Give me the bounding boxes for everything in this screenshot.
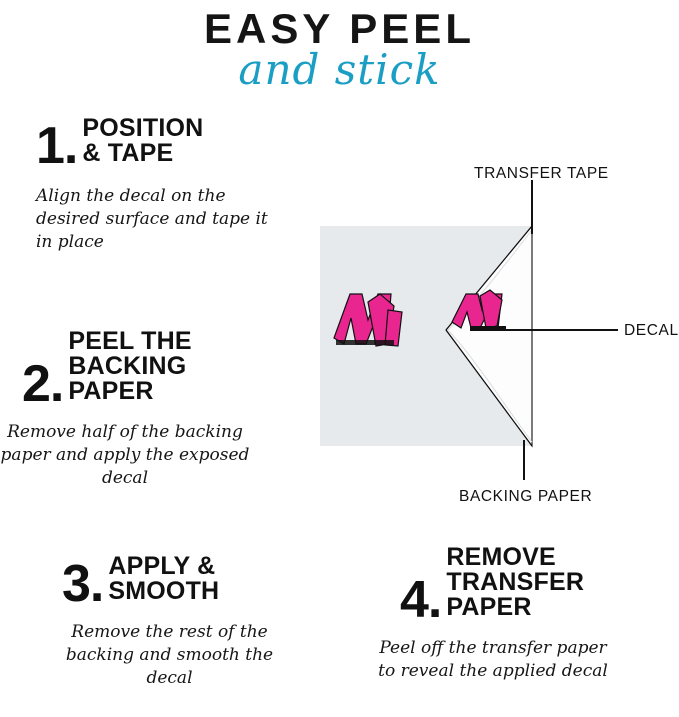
illustration-svg xyxy=(296,150,679,520)
step-3-apply-and-smooth xyxy=(62,554,277,690)
step-3-description: Remove the rest of the backing and smooth the decal xyxy=(65,622,274,688)
step-3-title xyxy=(108,554,219,607)
step-2-number: 2. xyxy=(22,355,64,413)
decal-application-illustration xyxy=(296,150,679,520)
step-2-title-line1: PEEL THE xyxy=(68,327,192,355)
step-2-peel-the-backing-paper xyxy=(0,329,250,490)
step-1-title-line1: POSITION xyxy=(82,114,204,142)
step-2-title xyxy=(68,329,250,407)
step-3-title-line2: SMOOTH xyxy=(108,577,220,605)
decal-artwork-left-shadow xyxy=(336,340,394,345)
header-banner xyxy=(0,0,679,108)
step-3-number: 3. xyxy=(62,555,104,613)
step-2-title-line2: BACKING PAPER xyxy=(68,352,187,405)
step-1-title-line2: & TAPE xyxy=(82,139,174,167)
step-4-description: Peel off the transfer paper to reveal the applied decal xyxy=(378,638,608,681)
step-4-remove-transfer-paper xyxy=(378,545,608,683)
callout-label-backing-paper: BACKING PAPER xyxy=(459,488,593,505)
step-4-heading xyxy=(378,543,608,629)
callout-label-transfer-tape: TRANSFER TAPE xyxy=(474,165,609,182)
step-1-heading xyxy=(36,114,274,175)
step-4-title-line2: TRANSFER PAPER xyxy=(446,568,585,621)
step-1-position-and-tape xyxy=(36,116,274,254)
header-title: EASY PEEL xyxy=(204,5,475,52)
step-2-heading xyxy=(0,327,250,413)
step-3-heading xyxy=(62,552,277,613)
header-subtitle-script: and stick xyxy=(238,45,441,94)
step-1-title xyxy=(82,116,203,169)
step-4-number: 4. xyxy=(400,571,442,629)
step-2-description: Remove half of the backing paper and apply the exposed decal xyxy=(0,422,250,488)
step-3-title-line1: APPLY & xyxy=(108,552,216,580)
step-4-title-line1: REMOVE xyxy=(446,543,556,571)
step-1-number: 1. xyxy=(36,117,78,175)
callout-label-decal: DECAL xyxy=(624,322,679,339)
step-1-description: Align the decal on the desired surface and tape it in place xyxy=(36,186,268,252)
step-4-title xyxy=(446,545,608,623)
